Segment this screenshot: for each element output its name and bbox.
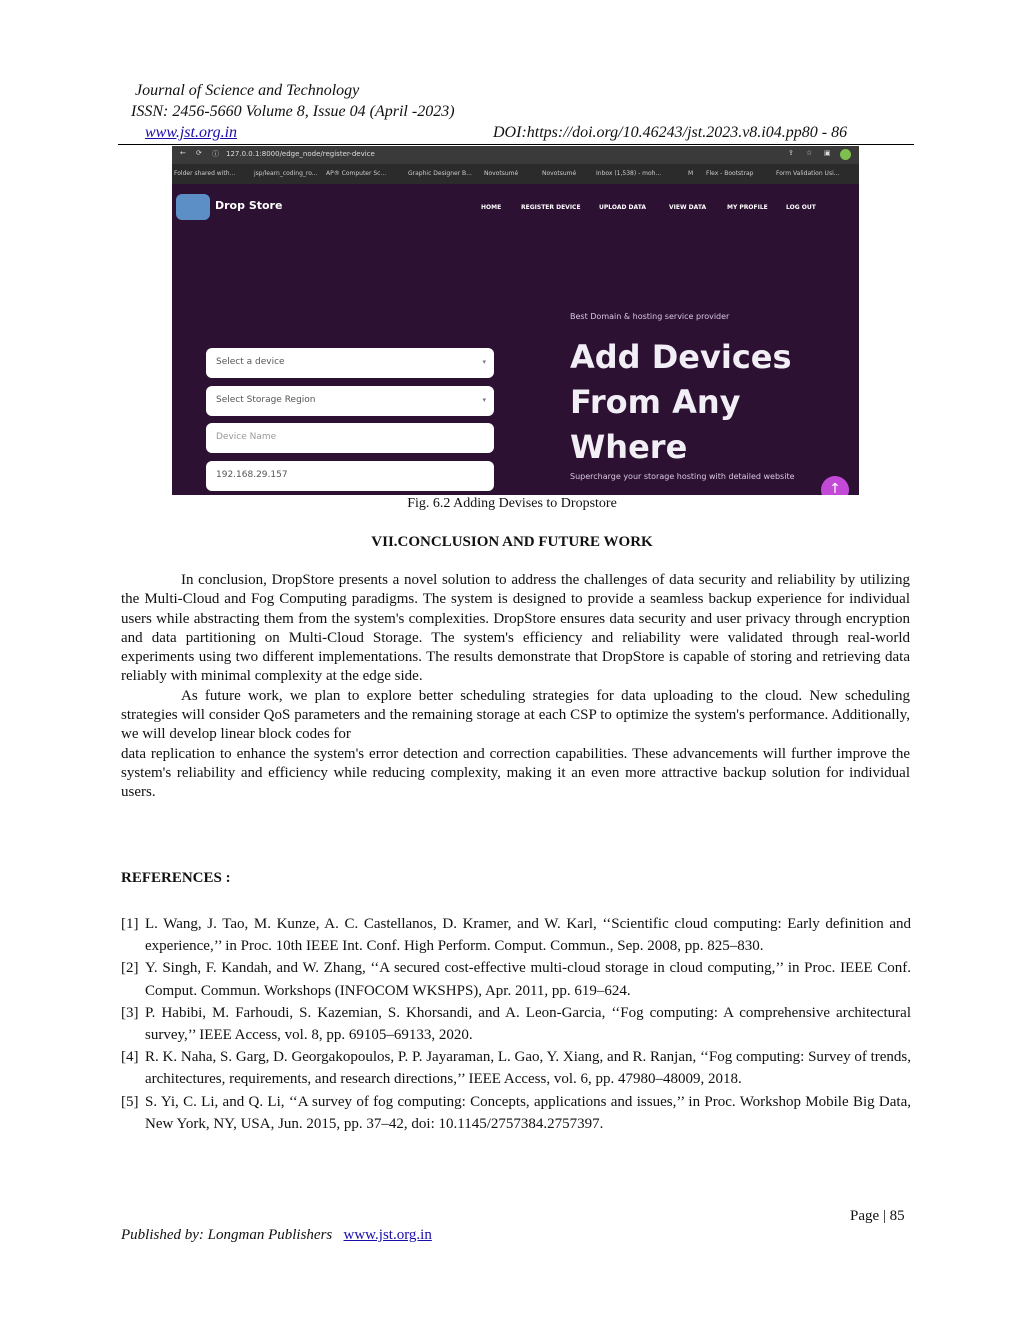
nav-home[interactable]: HOME [481, 204, 502, 211]
reference-number: [3] [121, 1004, 139, 1021]
bookmark-item[interactable]: Inbox (1,538) - moh... [596, 170, 662, 177]
profile-avatar-icon[interactable] [840, 149, 851, 160]
issn-line: ISSN: 2456-5660 Volume 8, Issue 04 (April -2023) [131, 103, 455, 120]
back-arrow-icon[interactable]: ← [180, 149, 186, 157]
address-bar[interactable]: 127.0.0.1:8000/edge_node/register-device [226, 150, 375, 158]
chevron-down-icon: ▾ [482, 396, 486, 404]
reference-item [121, 1002, 911, 1046]
header-website-link[interactable]: www.jst.org.in [145, 124, 238, 141]
hero-title-line: Where [570, 428, 688, 466]
footer-website-link[interactable]: www.jst.org.in [343, 1227, 432, 1243]
chevron-down-icon: ▾ [482, 358, 486, 366]
reference-text: S. Yi, C. Li, and Q. Li, ‘‘A survey of fog computing: Concepts, applications and issues,’’ in Proc. Workshop Mobile Big Data, New York, NY, USA, Jun. 2015, pp. 37–42, doi: 10.1145/2757384.2757397. [145, 1093, 911, 1132]
nav-register-device[interactable]: REGISTER DEVICE [521, 204, 581, 211]
hero-section [570, 312, 850, 470]
bookmark-item[interactable]: Novotsumé [484, 170, 519, 177]
device-select[interactable] [206, 348, 494, 378]
bookmark-item[interactable]: Novotsumé [542, 170, 577, 177]
hero-footer-text: Supercharge your storage hosting with detailed website [570, 472, 795, 481]
arrow-up-icon[interactable]: ↑ [821, 476, 849, 495]
reference-number: [1] [121, 916, 139, 932]
bookmark-item[interactable]: Flex - Bootstrap [706, 170, 754, 177]
bookmarks-bar [172, 164, 859, 184]
reference-item [121, 1091, 911, 1135]
nav-upload-data[interactable]: UPLOAD DATA [599, 204, 646, 211]
device-name-input[interactable]: Device Name [206, 423, 494, 453]
reference-item [121, 1046, 911, 1090]
bookmark-item[interactable]: jsp/learn_coding_ro... [254, 170, 318, 177]
browser-toolbar [172, 146, 859, 164]
figure-caption: Fig. 6.2 Adding Devises to Dropstore [407, 496, 617, 511]
star-icon[interactable]: ☆ [806, 149, 813, 157]
reference-text: Y. Singh, F. Kandah, and W. Zhang, ‘‘A secured cost-effective multi-cloud storage in cloud computing,’’ in Proc. IEEE Conf. Comput. Commun. Workshops (INFOCOM WKSHPS), Apr. 2011, pp. 619–624. [145, 960, 911, 999]
publisher-text: Published by: Longman Publishers [121, 1227, 333, 1243]
paragraph: In conclusion, DropStore presents a novel solution to address the challenges of data security and reliability by utilizing the Multi-Cloud and Fog Computing paradigms. The system is designed to provide a seamless backup experience for individual users while abstracting them from the system's complexities. DropStore ensures data security and user privacy through encryption and data partitioning on Multi-Cloud Storage. The system's efficiency and reliability were validated through real-world experiments using two different implementations. The results demonstrate that DropStore is capable of storing and retrieving data reliably with minimal complexity at the edge side. [121, 572, 910, 685]
reference-number: [5] [121, 1093, 139, 1110]
paragraph: data replication to enhance the system's error detection and correction capabilities. These advancements will further improve the system's reliability and efficiency while reducing complexity, making it an even more attractive backup solution for individual users. [121, 745, 910, 801]
drop-store-logo-icon[interactable] [176, 194, 210, 220]
reference-number: [4] [121, 1049, 139, 1066]
bookmark-item[interactable]: AP® Computer Sc... [326, 170, 387, 177]
sidebar-icon[interactable]: ▣ [824, 149, 831, 157]
header-rule [118, 144, 914, 145]
section-heading: VII.CONCLUSION AND FUTURE WORK [371, 534, 653, 550]
doi-line: DOI:https://doi.org/10.46243/jst.2023.v8.i04.pp80 - 86 [493, 124, 848, 141]
references-heading: REFERENCES : [121, 870, 231, 886]
journal-title: Journal of Science and Technology [135, 82, 360, 99]
paragraph: As future work, we plan to explore better scheduling strategies for data uploading to the cloud. New scheduling strategies will consider QoS parameters and the remaining storage at each CSP to optimize the system's performance. Additionally, we will develop linear block codes for [121, 687, 910, 743]
bookmark-item[interactable]: M [688, 170, 694, 177]
reference-text: L. Wang, J. Tao, M. Kunze, A. C. Castellanos, D. Kramer, and W. Karl, ‘‘Scientific cloud computing: Early definition and experience,’’ in Proc. 10th IEEE Int. Conf. High Perform. Comput. Commun., Sep. 2008, pp. 825–830. [145, 916, 911, 955]
nav-log-out[interactable]: LOG OUT [786, 204, 816, 211]
reload-icon[interactable]: ⟳ [196, 149, 202, 157]
hero-subtitle: Best Domain & hosting service provider [570, 312, 730, 321]
bookmark-item[interactable]: Folder shared with... [174, 170, 236, 177]
references-list [121, 913, 911, 1135]
conclusion-body [121, 571, 910, 803]
share-icon[interactable]: ⇪ [788, 149, 794, 157]
hero-title-line: From Any [570, 383, 741, 421]
app-navbar [172, 184, 859, 234]
hero-title-line: Add Devices [570, 338, 792, 376]
storage-region-value: Select Storage Region [216, 395, 316, 405]
storage-region-select[interactable] [206, 386, 494, 416]
reference-number: [2] [121, 960, 139, 977]
nav-view-data[interactable]: VIEW DATA [669, 204, 707, 211]
reference-item [121, 913, 911, 957]
figure-screenshot [172, 146, 859, 495]
bookmark-item[interactable]: Form Validation Usi... [776, 170, 840, 177]
reference-text: P. Habibi, M. Farhoudi, S. Kazemian, S. Khorsandi, and A. Leon-Garcia, ‘‘Fog computing: A comprehensive architectural survey,’’ IEEE Access, vol. 8, pp. 69105–69133, 2020. [145, 1004, 911, 1044]
info-icon: ⓘ [212, 150, 219, 158]
page-footer [121, 1227, 432, 1244]
device-select-value: Select a device [216, 357, 285, 367]
ip-address-input[interactable]: 192.168.29.157 [206, 461, 494, 491]
nav-my-profile[interactable]: MY PROFILE [727, 204, 768, 211]
page-number: Page | 85 [850, 1208, 905, 1224]
bookmark-item[interactable]: Graphic Designer B... [408, 170, 472, 177]
brand-name[interactable]: Drop Store [215, 199, 283, 212]
reference-text: R. K. Naha, S. Garg, D. Georgakopoulos, P. P. Jayaraman, L. Gao, Y. Xiang, and R. Ranjan, ‘‘Fog computing: Survey of trends, architectures, requirements, and research directions,’’ IEEE Access, vol. 6, pp. 47980–48009, 2018. [145, 1049, 911, 1088]
reference-item [121, 957, 911, 1001]
hero-title [570, 335, 850, 470]
